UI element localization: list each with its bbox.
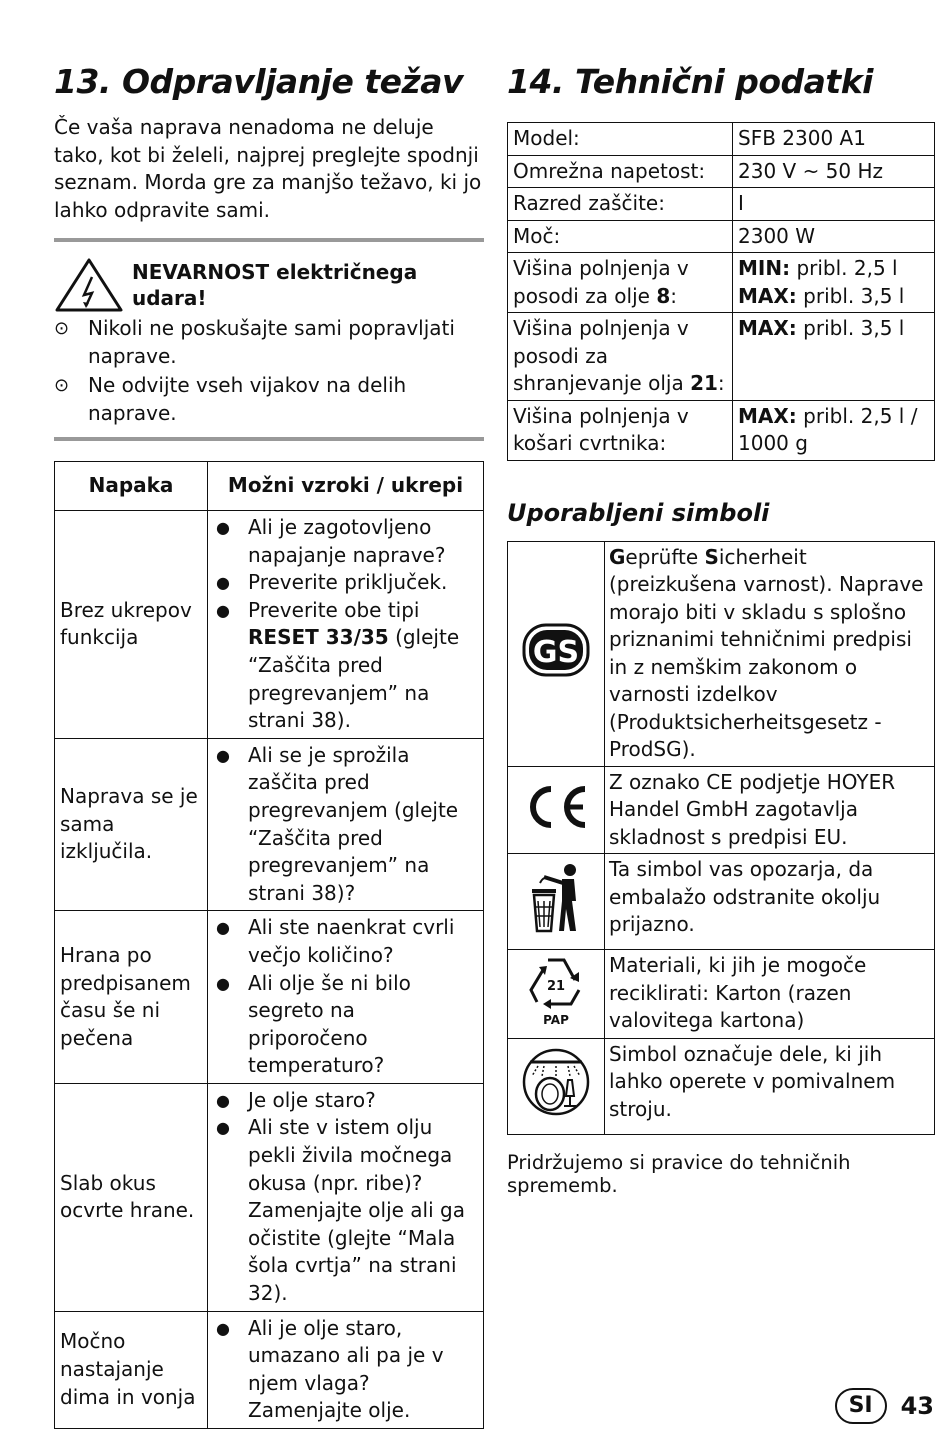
list-item: ● Ali olje še ni bilo segreto na priporočeno temperaturo? [216,970,411,1078]
svg-text:PAP: PAP [543,1013,569,1027]
list-item: ● Preverite priključek. [216,570,448,595]
svg-text:GS: GS [532,634,580,670]
fault-cell: Naprava se je sama izključila. [55,738,208,911]
symbols-title: Uporabljeni simboli [507,498,770,527]
table-row [55,1083,484,1311]
tech-data-table [507,122,935,461]
circle-bullet-icon: ⊙ [54,375,70,396]
table-row: Model: SFB 2300 A1 [508,123,935,156]
column-header-fault: Napaka [55,462,208,511]
fault-cell: Slab okus ocvrte hrane. [55,1083,208,1311]
table-row: Višina polnjenja v košari cvrtnika: MAX: pribl. 2,5 l / 1000 g [508,400,935,460]
symbols-table [507,541,935,1135]
section-title-troubleshooting: 13. Odpravljanje težav [54,62,464,101]
list-item: ● Ali ste v istem olju pekli živila močnega okusa (npr. ribe)? Zamenjajte olje ali ga očistite (glejte “Mala šola cvrtja” na strani 32). [216,1115,465,1306]
table-row: 21 PAP Materiali, ki jih je mogoče reciklirati: Karton (razen valovitega kartona) [508,950,935,1039]
table-row: Simbol označuje dele, ki jih lahko operete v pomivalnem stroju. [508,1038,935,1134]
recycling-icon [523,952,589,1028]
gs-mark-icon [521,622,591,678]
tech-data-section [507,60,935,1197]
cause-cell [208,511,484,739]
cause-cell [208,738,484,911]
table-header-row [55,462,484,511]
ce-mark-icon [521,781,591,831]
table-row: Razred zaščite: I [508,188,935,221]
cause-cell [208,1083,484,1311]
language-badge: SI [835,1388,887,1424]
table-row: Višina polnjenja v posodi za olje 8: MIN: pribl. 2,5 l MAX: pribl. 3,5 l [508,253,935,313]
table-row: Z oznako CE podjetje HOYER Handel GmbH zagotavlja skladnost s predpisi EU. [508,766,935,854]
dishwasher-safe-icon [520,1046,592,1118]
footnote: Pridržujemo si pravice do tehničnih sprememb. [507,1150,851,1197]
warning-box [54,238,484,441]
cause-cell [208,911,484,1084]
waste-bin-icon [526,861,586,935]
column-header-causes: Možni vzroki / ukrepi [208,462,484,511]
list-item: ● Ali je zagotovljeno napajanje naprave? [216,515,446,567]
fault-cell: Močno nastajanje dima in vonja [55,1311,208,1428]
list-item: ● Ali se je sprožila zaščita pred pregrevanjem (glejte “Zaščita pred pregrevanjem” na strani 38)? [216,742,459,905]
troubleshooting-section [54,60,484,441]
list-item: ● Je olje staro? [216,1087,376,1112]
page-number: 43 [900,1392,934,1420]
warning-item: ⊙ Ne odvijte vseh vijakov na delih naprave. [54,372,484,427]
table-row [55,911,484,1084]
reset-button-reference: RESET 33/35 [248,625,389,650]
list-item: ● Ali je olje staro, umazano ali pa je v njem vlaga? Zamenjajte olje. [216,1315,444,1423]
warning-item: ⊙ Nikoli ne poskušajte sami popravljati naprave. [54,315,484,370]
warning-title: NEVARNOST električnega udara! [132,260,418,310]
table-row: Omrežna napetost: 230 V ~ 50 Hz [508,155,935,188]
fault-table [54,461,484,1429]
table-row: Ta simbol vas opozarja, da embalažo odstranite okolju prijazno. [508,854,935,950]
table-row [55,1311,484,1428]
table-row: Višina polnjenja v posodi za shranjevanje olja 21: MAX: pribl. 3,5 l [508,313,935,401]
table-row [55,511,484,739]
table-row: Moč: 2300 W [508,220,935,253]
svg-text:21: 21 [546,979,566,994]
intro-paragraph: Če vaša naprava nenadoma ne deluje tako, kot bi želeli, najprej preglejte spodnji seznam. Morda gre za manjšo težavo, ki jo lahko odpravite sami. [54,115,482,222]
electric-hazard-icon [54,257,124,313]
list-item: ● Ali ste naenkrat cvrli večjo količino? [216,915,455,967]
cause-cell [208,1311,484,1428]
section-title-tech-data: 14. Tehnični podatki [507,62,873,101]
fault-cell: Hrana po predpisanem času še ni pečena [55,911,208,1084]
circle-bullet-icon: ⊙ [54,318,70,339]
page-footer [835,1388,934,1424]
table-row: GS Geprüfte Sicherheit (preizkušena varnost). Naprave morajo biti v skladu s splošno priznanimi tehničnimi predpisi in z nemškim zakonom o varnosti izdelkov (Produktsicherheitsgesetz - ProdSG). [508,541,935,766]
list-item: ● Preverite obe tipi RESET 33/35 (glejte “Zaščita pred pregrevanjem” na strani 38). [216,597,460,733]
fault-cell: Brez ukrepov funkcija [55,511,208,739]
table-row [55,738,484,911]
